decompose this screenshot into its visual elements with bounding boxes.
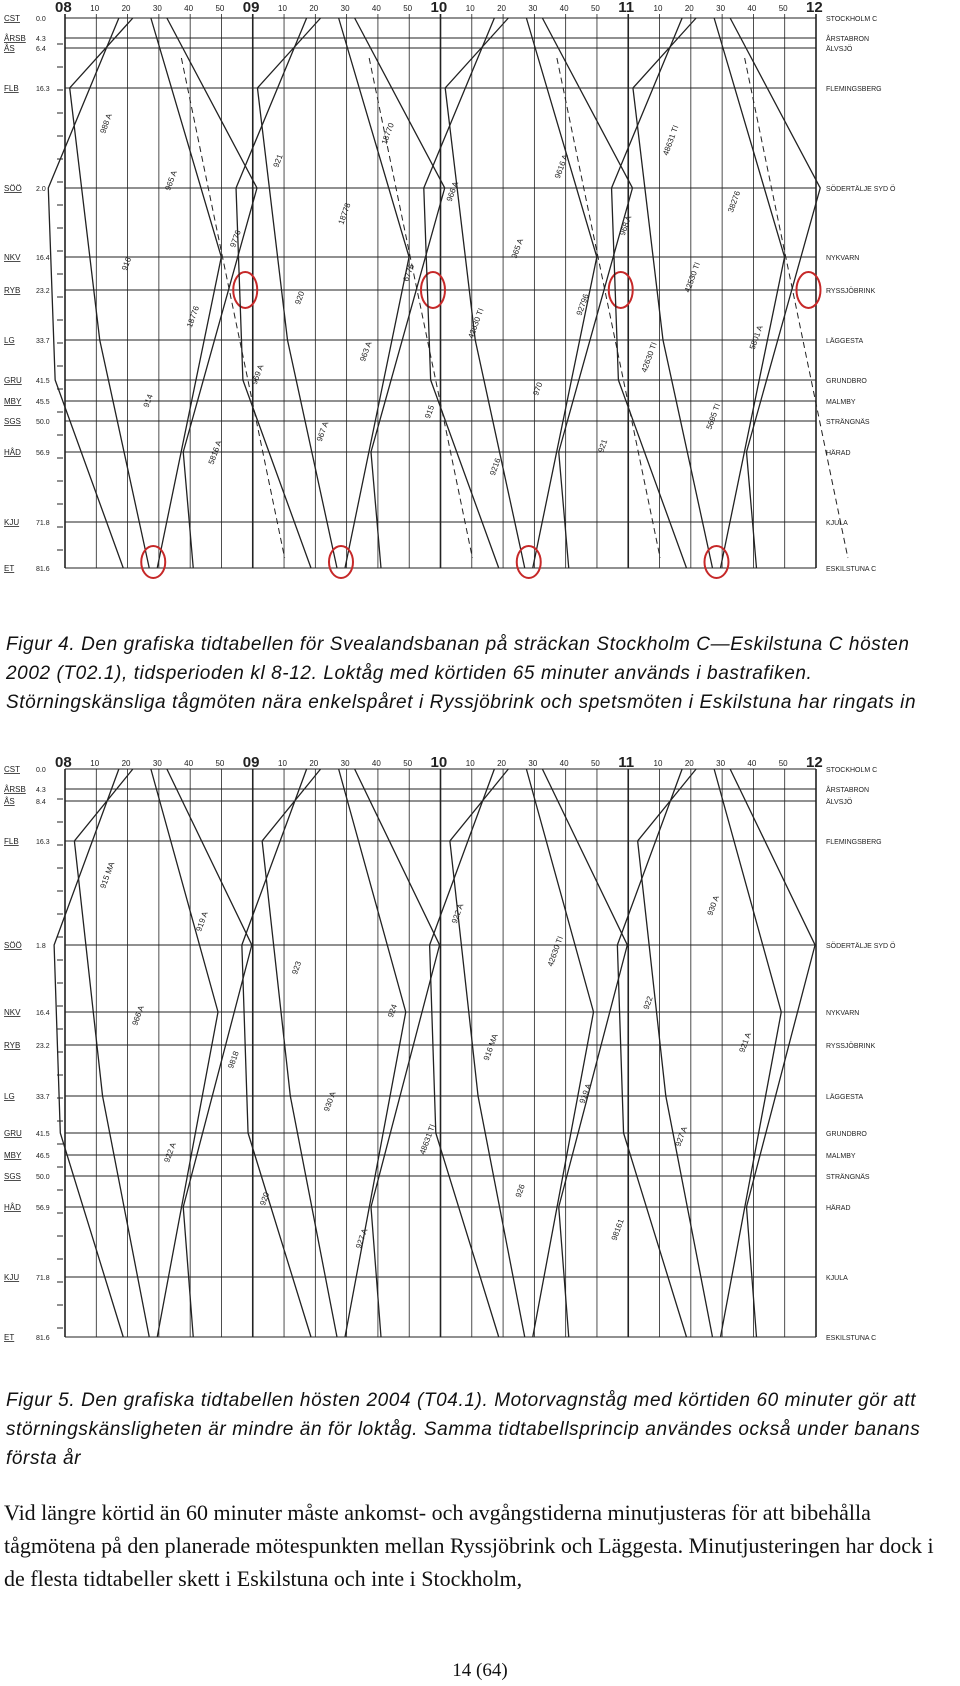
station-km: 0.0 bbox=[36, 16, 46, 23]
train-label-group bbox=[596, 438, 609, 454]
train-label: 42630 TI bbox=[639, 341, 659, 374]
station-name: STRÄNGNÄS bbox=[826, 419, 870, 426]
train-label-group bbox=[130, 1004, 146, 1027]
station-name: KJULA bbox=[826, 1275, 848, 1282]
train-label: 42630 TI bbox=[545, 935, 565, 968]
train-label: 38276 bbox=[726, 189, 743, 214]
train-label-group bbox=[315, 420, 331, 443]
train-label: 965 A bbox=[509, 237, 526, 260]
station-km: 50.0 bbox=[36, 1174, 50, 1181]
station-code: FLB bbox=[4, 837, 19, 846]
train-label-group bbox=[674, 1125, 690, 1148]
train-label: 924 bbox=[385, 1003, 400, 1019]
minute-label: 20 bbox=[309, 759, 319, 768]
train-label-group bbox=[683, 261, 702, 294]
train-label-group bbox=[423, 404, 436, 420]
train-label-group bbox=[726, 189, 742, 214]
train-label: 9616 A bbox=[552, 153, 570, 180]
train-label-group bbox=[575, 292, 591, 317]
hour-label: 08 bbox=[55, 0, 72, 16]
train-label: 5801 A bbox=[747, 324, 765, 351]
train-label: 963 A bbox=[358, 340, 374, 363]
station-code: SGS bbox=[4, 417, 21, 426]
train-label: 92796 bbox=[574, 292, 591, 317]
station-name: NYKVARN bbox=[826, 1010, 860, 1017]
station-km: 23.2 bbox=[36, 1043, 50, 1050]
station-km: 0.0 bbox=[36, 767, 46, 774]
station-code: ÅRSB bbox=[4, 34, 26, 43]
train-label: 923 bbox=[290, 960, 304, 976]
minute-label: 20 bbox=[121, 4, 131, 13]
train-path bbox=[542, 18, 632, 568]
station-code: LG bbox=[4, 1092, 15, 1101]
station-name: MALMBY bbox=[826, 1153, 856, 1160]
station-code: LG bbox=[4, 336, 15, 345]
train-label: 921 A bbox=[737, 1031, 753, 1054]
station-code: SGS bbox=[4, 1172, 21, 1181]
train-path bbox=[355, 769, 440, 1337]
train-label: 920 bbox=[258, 1191, 272, 1207]
train-label: 967 A bbox=[314, 420, 331, 443]
train-label-group bbox=[142, 393, 155, 409]
station-code: NKV bbox=[4, 1008, 21, 1017]
station-code: CST bbox=[4, 14, 20, 23]
train-label: 916 MA bbox=[481, 1032, 500, 1062]
train-label: 921 bbox=[596, 438, 610, 454]
train-label-group bbox=[293, 290, 306, 306]
station-name: ESKILSTUNA C bbox=[826, 566, 877, 573]
figure-5-caption: Figur 5. Den grafiska tidtabellen hösten 2004 (T04.1). Motorvagnståg med körtiden 60 minuter gör att störningskänsligheten är mindre än för loktåg. Samma tidtabellsprincip användes också under banans första år bbox=[6, 1390, 921, 1469]
train-label-group bbox=[706, 894, 722, 917]
station-code: ET bbox=[4, 564, 15, 573]
train-label: 927 A bbox=[673, 1125, 690, 1148]
train-label: 915 bbox=[423, 404, 437, 420]
station-km: 16.3 bbox=[36, 839, 50, 846]
train-label: 920 bbox=[293, 290, 307, 306]
station-code: SÖÖ bbox=[4, 941, 22, 950]
train-label: 5695 TI bbox=[704, 402, 723, 431]
station-name: GRUNDBRO bbox=[826, 1131, 867, 1138]
figure-5-svg bbox=[0, 755, 960, 1380]
train-label-group bbox=[514, 1183, 527, 1199]
station-km: 41.5 bbox=[36, 1131, 50, 1138]
freight-path bbox=[745, 58, 848, 558]
minute-label: 20 bbox=[684, 759, 694, 768]
train-label-group bbox=[748, 324, 765, 351]
station-name: STOCKHOLM C bbox=[826, 767, 878, 774]
train-label-group bbox=[401, 262, 416, 282]
train-path bbox=[542, 769, 627, 1337]
train-label: 914 bbox=[141, 393, 155, 409]
station-code: RYB bbox=[4, 286, 21, 295]
station-name: NYKVARN bbox=[826, 255, 860, 262]
station-name: GRUNDBRO bbox=[826, 378, 867, 385]
train-label: 5816 A bbox=[206, 439, 224, 466]
station-km: 56.9 bbox=[36, 450, 50, 457]
train-label-group bbox=[194, 910, 210, 933]
train-label: 9216 bbox=[488, 456, 503, 477]
train-label-group bbox=[510, 237, 526, 260]
minute-label: 30 bbox=[152, 4, 162, 13]
minute-label: 10 bbox=[465, 759, 475, 768]
train-label: 98161 bbox=[609, 1217, 626, 1242]
station-name: RYSSJÖBRINK bbox=[826, 288, 876, 295]
train-label: 968 A bbox=[617, 214, 634, 237]
station-name: LÄGGESTA bbox=[826, 1094, 864, 1101]
station-km: 16.4 bbox=[36, 1010, 50, 1017]
hour-label: 10 bbox=[430, 755, 448, 771]
train-label-group bbox=[290, 960, 303, 976]
station-km: 50.0 bbox=[36, 419, 50, 426]
minute-label: 10 bbox=[465, 4, 475, 13]
station-km: 33.7 bbox=[36, 1094, 50, 1101]
minute-label: 10 bbox=[90, 759, 100, 768]
train-label-group bbox=[531, 381, 544, 397]
train-path bbox=[730, 18, 820, 568]
station-name: KJULA bbox=[826, 520, 848, 527]
minute-label: 10 bbox=[278, 759, 287, 768]
station-code: FLB bbox=[4, 84, 19, 93]
train-label: 922 A bbox=[449, 902, 466, 925]
station-km: 4.3 bbox=[36, 787, 46, 794]
train-label-group bbox=[322, 1090, 338, 1113]
train-label: 988 A bbox=[98, 112, 114, 135]
train-label-group bbox=[737, 1031, 753, 1054]
station-km: 16.4 bbox=[36, 255, 50, 262]
station-name: FLEMINGSBERG bbox=[826, 86, 882, 93]
station-code: RYB bbox=[4, 1041, 21, 1050]
train-path bbox=[633, 18, 713, 568]
train-label: 922 bbox=[641, 995, 655, 1011]
station-code: ÅS bbox=[4, 44, 15, 53]
station-code: ÅS bbox=[4, 797, 15, 806]
station-km: 8.4 bbox=[36, 799, 46, 806]
minute-label: 50 bbox=[590, 4, 600, 13]
minute-label: 20 bbox=[497, 4, 506, 13]
hour-label: 12 bbox=[806, 755, 823, 771]
train-label-group bbox=[553, 153, 570, 180]
station-km: 6.4 bbox=[36, 46, 46, 53]
minute-label: 50 bbox=[215, 4, 225, 13]
station-name: ÄLVSJÖ bbox=[826, 46, 853, 53]
hour-label: 11 bbox=[618, 755, 635, 771]
station-name: LÄGGESTA bbox=[826, 338, 864, 345]
station-km: 41.5 bbox=[36, 378, 50, 385]
minute-label: 50 bbox=[403, 4, 413, 13]
train-label-group bbox=[386, 1003, 399, 1019]
station-name: ÅRSTABRON bbox=[826, 787, 870, 794]
minute-label: 50 bbox=[403, 759, 413, 768]
minute-label: 30 bbox=[340, 4, 350, 13]
train-label: 966 A bbox=[444, 180, 461, 203]
train-label-group bbox=[272, 153, 285, 169]
hour-label: 08 bbox=[55, 755, 72, 771]
hour-label: 09 bbox=[242, 0, 260, 16]
train-label-group bbox=[640, 341, 659, 374]
station-name: STRÄNGNÄS bbox=[826, 1174, 870, 1181]
minute-label: 50 bbox=[778, 759, 788, 768]
train-label: 921 bbox=[271, 153, 285, 169]
minute-label: 40 bbox=[559, 4, 569, 13]
station-code: MBY bbox=[4, 1151, 22, 1160]
station-km: 33.7 bbox=[36, 338, 50, 345]
station-name: SÖDERTÄLJE SYD Ö bbox=[826, 186, 896, 193]
train-label-group bbox=[704, 402, 722, 430]
train-label: 18776 bbox=[185, 304, 202, 329]
minute-label: 20 bbox=[684, 4, 694, 13]
hour-label: 12 bbox=[806, 0, 823, 16]
page-number: 14 (64) bbox=[452, 1660, 508, 1681]
body-paragraph-text: Vid längre körtid än 60 minuter måste ankomst- och avgångstiderna minutjusteras för att bibehålla tågmötena på den planerade mötespunkten mellan Ryssjöbrink och Läggesta. Minutjusteringen har dock i de flesta tidtabeller skett i Eskilstuna och inte i Stockholm, bbox=[4, 1500, 934, 1591]
minute-label: 40 bbox=[371, 759, 381, 768]
station-km: 2.0 bbox=[36, 186, 46, 193]
station-code: NKV bbox=[4, 253, 21, 262]
body-paragraph bbox=[4, 1496, 944, 1595]
train-label-group bbox=[661, 124, 680, 157]
hour-label: 11 bbox=[618, 0, 635, 16]
station-km: 71.8 bbox=[36, 520, 50, 527]
train-label: 42630 TI bbox=[466, 307, 486, 340]
train-label: 930 A bbox=[705, 894, 721, 917]
station-km: 4.3 bbox=[36, 36, 46, 43]
train-label-group bbox=[418, 1123, 437, 1156]
train-path bbox=[638, 769, 713, 1337]
figure-4-timetable-graph bbox=[0, 0, 960, 625]
train-label: 969 A bbox=[249, 363, 266, 386]
meeting-circle-eskilstuna bbox=[704, 546, 728, 578]
train-label: 922 A bbox=[162, 1141, 178, 1164]
train-label: 42530 TI bbox=[682, 261, 703, 294]
station-km: 81.6 bbox=[36, 1335, 50, 1342]
station-name: ÅRSTABRON bbox=[826, 36, 870, 43]
station-code: ÅRSB bbox=[4, 785, 26, 794]
train-path bbox=[74, 769, 149, 1337]
station-name: HÄRAD bbox=[826, 1205, 851, 1212]
train-label: 9776 bbox=[228, 228, 243, 249]
train-label-group bbox=[120, 256, 133, 272]
station-name: HÄRAD bbox=[826, 450, 851, 457]
station-code: ET bbox=[4, 1333, 15, 1342]
minute-label: 40 bbox=[184, 759, 194, 768]
figure-5-timetable-graph bbox=[0, 755, 960, 1380]
train-path bbox=[167, 18, 257, 568]
minute-label: 10 bbox=[653, 4, 663, 13]
train-label-group bbox=[618, 214, 634, 237]
station-name: RYSSJÖBRINK bbox=[826, 1043, 876, 1050]
train-path bbox=[612, 18, 687, 568]
train-label: 48631 TI bbox=[417, 1123, 438, 1156]
minute-label: 30 bbox=[152, 759, 162, 768]
train-label: 915 MA bbox=[98, 860, 117, 890]
minute-label: 30 bbox=[340, 759, 350, 768]
minute-label: 30 bbox=[716, 4, 726, 13]
train-label-group bbox=[354, 1227, 370, 1250]
minute-label: 50 bbox=[215, 759, 225, 768]
train-label: 930 A bbox=[322, 1090, 338, 1113]
minute-label: 30 bbox=[528, 759, 538, 768]
station-name: ÄLVSJÖ bbox=[826, 799, 853, 806]
train-label-group bbox=[98, 112, 114, 135]
train-label-group bbox=[488, 456, 503, 476]
train-label-group bbox=[546, 935, 565, 968]
meeting-circle-eskilstuna bbox=[517, 546, 541, 578]
train-label-group bbox=[466, 307, 485, 340]
minute-label: 10 bbox=[90, 4, 100, 13]
minute-label: 10 bbox=[278, 4, 287, 13]
train-path bbox=[48, 18, 123, 568]
train-path bbox=[262, 769, 337, 1337]
figure-4-caption: Figur 4. Den grafiska tidtabellen för Svealandsbanan på sträckan Stockholm C—Eskilstuna C hösten 2002 (T02.1), tidsperioden kl 8-12. Loktåg med körtiden 65 minuter används i bastrafiken. Störningskänsliga tågmöten nära enkelspåret i Ryssjöbrink och spetsmöten i Eskilstuna har ringats in bbox=[6, 634, 917, 713]
train-label-group bbox=[226, 1049, 241, 1069]
station-km: 1.8 bbox=[36, 943, 46, 950]
meeting-circle-eskilstuna bbox=[329, 546, 353, 578]
train-label-group bbox=[642, 995, 655, 1011]
minute-label: 20 bbox=[121, 759, 131, 768]
station-km: 56.9 bbox=[36, 1205, 50, 1212]
station-name: SÖDERTÄLJE SYD Ö bbox=[826, 943, 896, 950]
train-label: 48631 TI bbox=[661, 124, 681, 157]
station-code: KJU bbox=[4, 1273, 20, 1282]
minute-label: 50 bbox=[590, 759, 600, 768]
train-path bbox=[70, 18, 150, 568]
train-label: 6776 bbox=[401, 262, 416, 283]
minute-label: 40 bbox=[184, 4, 194, 13]
train-label: 919 A bbox=[194, 910, 210, 933]
station-code: HÅD bbox=[4, 1203, 21, 1212]
train-label: 9818 bbox=[226, 1049, 241, 1070]
station-code: CST bbox=[4, 765, 20, 774]
train-label: 916 bbox=[120, 256, 134, 272]
station-code: HÅD bbox=[4, 448, 21, 457]
figure-4-svg bbox=[0, 0, 960, 625]
train-label: 919 A bbox=[577, 1082, 594, 1105]
train-label-group bbox=[450, 902, 466, 925]
station-km: 71.8 bbox=[36, 1275, 50, 1282]
station-code: GRU bbox=[4, 1129, 22, 1138]
train-path bbox=[355, 18, 445, 568]
meeting-circle-eskilstuna bbox=[141, 546, 165, 578]
train-label: 970 bbox=[531, 381, 545, 397]
station-km: 81.6 bbox=[36, 566, 50, 573]
minute-label: 40 bbox=[747, 759, 757, 768]
station-km: 46.5 bbox=[36, 1153, 50, 1160]
minute-label: 20 bbox=[309, 4, 319, 13]
station-name: ESKILSTUNA C bbox=[826, 1335, 877, 1342]
hour-label: 09 bbox=[242, 755, 260, 771]
station-code: SÖÖ bbox=[4, 184, 22, 193]
train-label-group bbox=[98, 860, 116, 890]
station-km: 16.3 bbox=[36, 86, 50, 93]
train-label: 965 A bbox=[163, 169, 179, 192]
train-label-group bbox=[380, 121, 396, 146]
train-label: 966 A bbox=[130, 1004, 146, 1027]
minute-label: 10 bbox=[653, 759, 663, 768]
station-name: MALMBY bbox=[826, 399, 856, 406]
train-label: 18770 bbox=[379, 121, 396, 146]
hour-label: 10 bbox=[430, 0, 448, 16]
minute-label: 50 bbox=[778, 4, 788, 13]
station-name: FLEMINGSBERG bbox=[826, 839, 882, 846]
train-label-group bbox=[610, 1217, 626, 1242]
train-label-group bbox=[337, 201, 353, 226]
minute-label: 30 bbox=[716, 759, 726, 768]
station-code: MBY bbox=[4, 397, 22, 406]
minute-label: 40 bbox=[371, 4, 381, 13]
minute-label: 40 bbox=[747, 4, 757, 13]
station-code: GRU bbox=[4, 376, 22, 385]
minute-label: 40 bbox=[559, 759, 569, 768]
train-label-group bbox=[482, 1032, 500, 1062]
station-km: 23.2 bbox=[36, 288, 50, 295]
train-path bbox=[445, 18, 525, 568]
station-code: KJU bbox=[4, 518, 20, 527]
train-label: 18778 bbox=[336, 201, 353, 226]
train-label: 927 A bbox=[354, 1227, 370, 1250]
minute-label: 30 bbox=[528, 4, 538, 13]
train-label-group bbox=[185, 304, 201, 329]
train-label: 926 bbox=[513, 1183, 527, 1199]
station-name: STOCKHOLM C bbox=[826, 16, 878, 23]
freight-path bbox=[557, 58, 660, 558]
train-label-group bbox=[358, 340, 374, 363]
train-label-group bbox=[162, 1141, 178, 1164]
train-path bbox=[424, 18, 499, 568]
station-km: 45.5 bbox=[36, 399, 50, 406]
minute-label: 20 bbox=[497, 759, 506, 768]
